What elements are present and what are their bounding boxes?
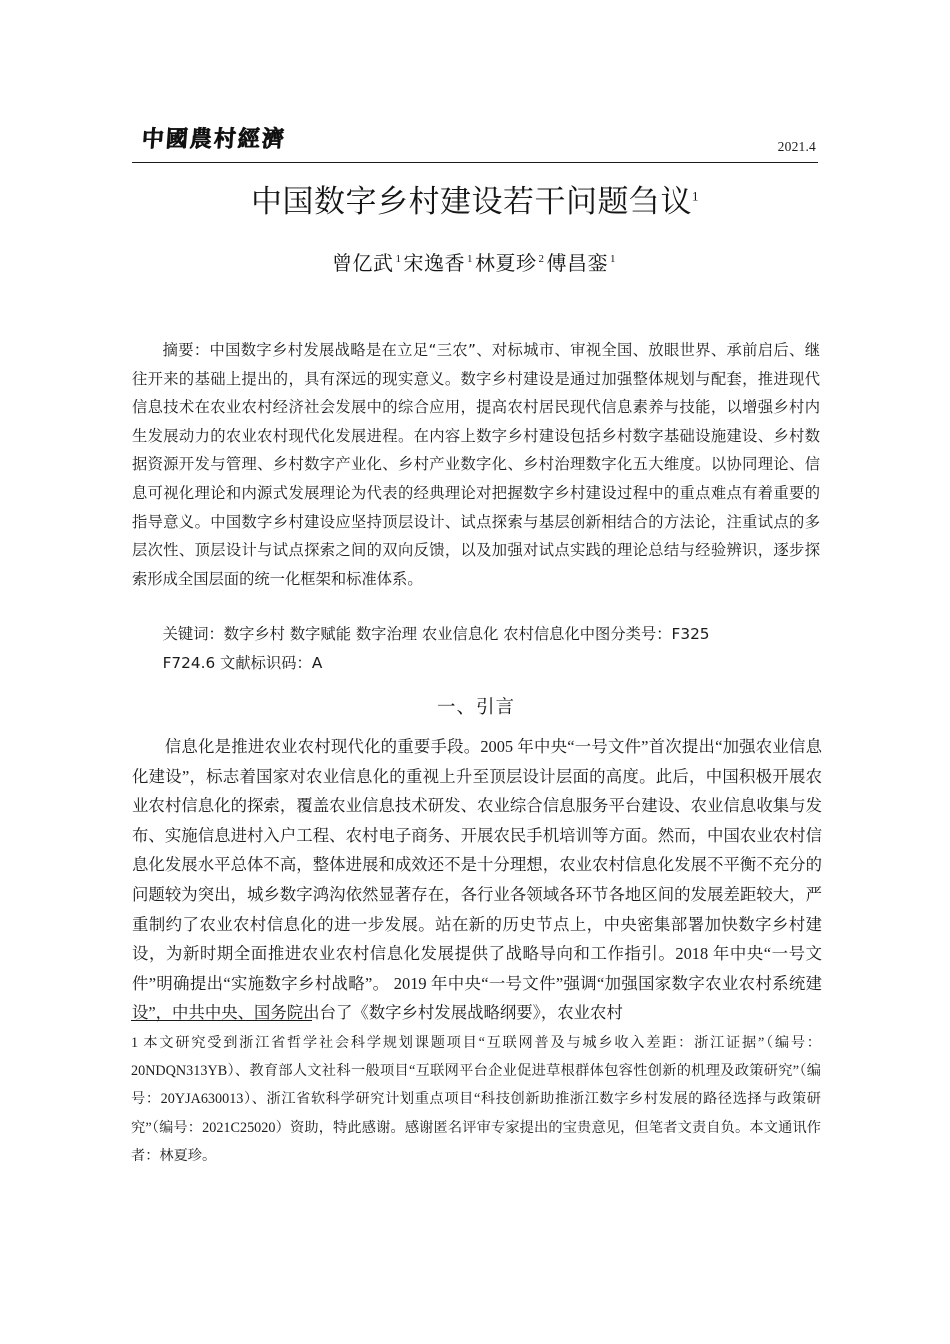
author-affiliation-marker-4: 1 — [610, 253, 616, 266]
section-heading-introduction: 一、引言 — [436, 697, 515, 718]
author-name-1: 曾亿武 — [332, 251, 394, 275]
abstract-text: 摘要：中国数字乡村发展战略是在立足“三农”、对标城市、审视全国、放眼世界、承前启后、继往开来的基础上提出的，具有深远的现实意义。数字乡村建设是通过加强整体规划与配套，推进现代信息技术在农业农村经济社会发展中的综合应用，提高农村居民现代信息素养与技能，以增强乡村内生发展动力的农业农村现代化发展进程。在内容上数字乡村建设包括乡村数字基础设施建设、乡村数据资源开发与管理、乡村数字产业化、乡村产业数字化、乡村治理数字化五大维度。以协同理论、信息可视化理论和内源式发展理论为代表的经典理论对把握数字乡村建设过程中的重点难点有着重要的指导意义。中国数字乡村建设应坚持顶层设计、试点探索与基层创新相结合的方法论，注重试点的多层次性、顶层设计与试点探索之间的双向反馈，以及加强对试点实践的理论总结与经验辨识，逐步探索形成全国层面的统一化框架和标准体系。 — [132, 341, 820, 588]
author-name-4: 傅昌銮 — [546, 251, 608, 275]
title-text: 中国数字乡村建设若干问题刍议 — [251, 184, 692, 220]
body-paragraph-1: 信息化是推进农业农村现代化的重要手段。2005 年中央“一号文件”首次提出“加强农业信息化建设”，标志着国家对农业信息化的重视上升至顶层设计层面的高度。此后，中国积极开展农业农村信息化的探索，覆盖农业信息技术研发、农业综合信息服务平台建设、农业信息收集与发布、实施信息进村入户工程、农村电子商务、开展农民手机培训等方面。然而，中国农业农村信息化发展水平总体不高，整体进展和成效还不是十分理想，农业农村信息化发展不平衡不充分的问题较为突出，城乡数字鸿沟依然显著存在，各行业各领域各环节各地区间的发展差距较大，严重制约了农业农村信息化的进一步发展。站在新的历史节点上，中央密集部署加快数字乡村建设，为新时期全面推进农业农村信息化发展提供了战略导向和工作指引。2018 年中央“一号文件”明确提出“实施数字乡村战略”。 2019 年中央“一号文件”强调“加强国家数字农业农村系统建设”，中共中央、国务院出台了《数字乡村发展战略纲要》，农业农村 — [132, 737, 822, 1023]
header-rule — [132, 162, 818, 163]
author-affiliation-marker-1: 1 — [395, 253, 402, 266]
author-name-2: 宋逸香 — [403, 251, 465, 275]
journal-masthead: 中國農村經濟 — [140, 125, 287, 153]
keywords-line-2: F724.6 文献标识码：A — [162, 653, 323, 672]
issue-date: 2021.4 — [777, 139, 816, 154]
title-footnote-marker: 1 — [692, 188, 699, 204]
running-head — [132, 122, 818, 166]
keywords-line-1: 关键词：数字乡村 数字赋能 数字治理 农业信息化 农村信息化中图分类号：F325 — [162, 625, 710, 643]
author-affiliation-marker-2: 1 — [467, 253, 473, 266]
abstract-block — [132, 336, 820, 593]
body-content — [132, 732, 822, 1028]
author-affiliation-marker-3: 2 — [538, 253, 545, 266]
author-name-3: 林夏珍 — [475, 251, 537, 275]
footnote-block — [131, 1029, 821, 1170]
footnote-text: 1 本文研究受到浙江省哲学社会科学规划课题项目“互联网普及与城乡收入差距：浙江证据”（编号：20NDQN313YB）、教育部人文社科一般项目“互联网平台企业促进草根群体包容性创新的机理及政策研究”（编号：20YJA630013）、浙江省软科学研究计划重点项目“科技创新助推浙江数字乡村发展的路径选择与政策研究”（编号：2021C25020）资助，特此感谢。感谢匿名评审专家提出的宝贵意见，但笔者文责自负。本文通讯作者：林夏珍。 — [131, 1035, 821, 1164]
footnote-separator-rule — [131, 1020, 312, 1021]
author-list — [132, 247, 818, 276]
keywords-block — [132, 620, 820, 677]
page-title — [132, 176, 818, 221]
